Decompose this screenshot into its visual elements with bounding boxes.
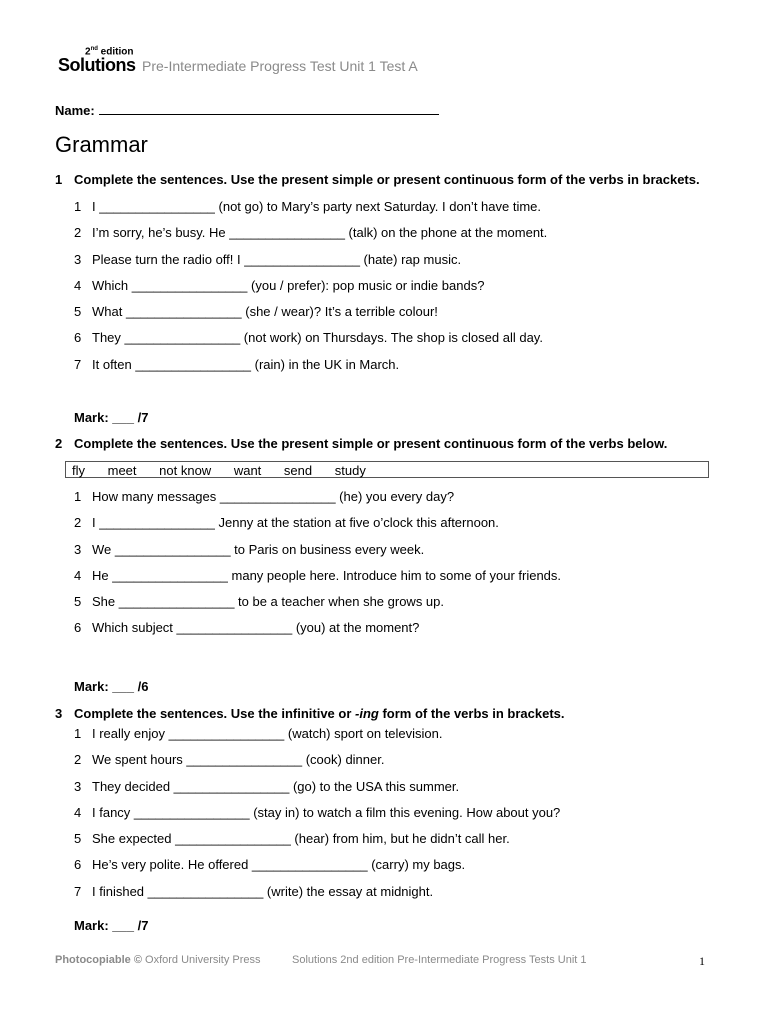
exercise-item	[55, 826, 705, 852]
task-instruction-text: Complete the sentences. Use the present simple or present continuous form of the verbs in brackets.	[74, 172, 700, 187]
item-number: 6	[74, 857, 82, 873]
item-number: 4	[74, 567, 82, 583]
task-instruction-post: form of the verbs in brackets.	[378, 706, 565, 721]
task-instruction	[55, 436, 705, 452]
item-number: 6	[74, 620, 82, 636]
item-number: 5	[74, 831, 82, 847]
word-option: fly	[72, 463, 85, 478]
edition-label: 2nd edition	[85, 46, 134, 58]
exercise-item	[55, 852, 705, 878]
item-number: 1	[74, 726, 82, 741]
task-1	[55, 172, 705, 378]
exercise-item	[55, 273, 705, 299]
item-text[interactable]: They decided ________________ (go) to the USA this summer.	[92, 778, 460, 794]
item-text[interactable]: He’s very polite. He offered ________________ (carry) my bags.	[92, 857, 466, 873]
task-instruction	[55, 706, 705, 722]
item-number: 4	[74, 804, 82, 820]
item-number: 2	[74, 515, 82, 531]
photocopiable-label: Photocopiable ©	[55, 954, 142, 966]
item-number: 3	[74, 541, 82, 557]
exercise-item	[55, 537, 705, 563]
mark-task-2: Mark: ___ /6	[74, 679, 149, 694]
item-number: 1	[74, 199, 82, 214]
publisher-label: Oxford University Press	[141, 954, 261, 966]
item-text[interactable]: He ________________ many people here. Introduce him to some of your friends.	[92, 567, 562, 583]
item-text[interactable]: She expected ________________ (hear) from him, but he didn’t call her.	[92, 831, 510, 847]
word-option: send	[283, 463, 313, 478]
footer	[55, 954, 715, 966]
task-items	[55, 194, 705, 378]
exercise-item	[55, 747, 705, 773]
item-text[interactable]: I fancy ________________ (stay in) to watch a film this evening. How about you?	[92, 804, 561, 820]
word-box	[65, 461, 709, 478]
exercise-item	[55, 879, 705, 905]
mark-task-1: Mark: ___ /7	[74, 410, 149, 425]
task-number: 1	[55, 172, 63, 187]
item-text[interactable]: I ________________ (not go) to Mary’s party next Saturday. I don’t have time.	[92, 199, 542, 214]
item-text[interactable]: We spent hours ________________ (cook) dinner.	[92, 752, 385, 768]
exercise-item	[55, 721, 705, 747]
mark-task-3: Mark: ___ /7	[74, 918, 149, 933]
item-number: 6	[74, 330, 82, 346]
word-option: not know	[159, 463, 212, 478]
exercise-item	[55, 589, 705, 615]
task-items	[55, 721, 705, 905]
word-option: study	[334, 463, 366, 478]
item-number: 2	[74, 225, 82, 241]
name-row	[55, 102, 439, 118]
item-number: 7	[74, 356, 82, 372]
brand-name: Solutions	[58, 55, 136, 75]
item-text[interactable]: I really enjoy ________________ (watch) sport on television.	[92, 726, 443, 741]
item-number: 5	[74, 594, 82, 610]
item-text[interactable]: How many messages ________________ (he) you every day?	[92, 489, 455, 504]
word-option: meet	[107, 463, 137, 478]
item-text[interactable]: What ________________ (she / wear)? It’s a terrible colour!	[92, 304, 438, 320]
exercise-item	[55, 484, 705, 510]
exercise-item	[55, 774, 705, 800]
item-number: 5	[74, 304, 82, 320]
exercise-item	[55, 247, 705, 273]
series-label: Solutions 2nd edition Pre-Intermediate Progress Tests Unit 1	[292, 954, 587, 966]
task-instruction-ing: -ing	[355, 706, 379, 721]
item-text[interactable]: We ________________ to Paris on business every week.	[92, 541, 425, 557]
item-text[interactable]: It often ________________ (rain) in the UK in March.	[92, 356, 400, 372]
word-option: want	[233, 463, 262, 478]
task-number: 2	[55, 436, 63, 451]
exercise-item	[55, 352, 705, 378]
item-text[interactable]: She ________________ to be a teacher when she grows up.	[92, 594, 444, 610]
exercise-item	[55, 194, 705, 220]
item-number: 1	[74, 489, 82, 504]
item-number: 3	[74, 778, 82, 794]
item-text[interactable]: Which ________________ (you / prefer): pop music or indie bands?	[92, 277, 485, 293]
name-label: Name:	[55, 103, 95, 118]
task-instruction-text: Complete the sentences. Use the present simple or present continuous form of the verbs below.	[74, 436, 668, 451]
item-text[interactable]: Which subject ________________ (you) at the moment?	[92, 620, 420, 636]
item-number: 3	[74, 251, 82, 267]
solutions-logo	[58, 44, 140, 76]
exercise-item	[55, 299, 705, 325]
task-2	[55, 436, 705, 642]
exercise-item	[55, 615, 705, 641]
task-3	[55, 706, 705, 905]
task-number: 3	[55, 706, 63, 721]
item-number: 2	[74, 752, 82, 768]
item-text[interactable]: They ________________ (not work) on Thursdays. The shop is closed all day.	[92, 330, 543, 346]
item-text[interactable]: I finished ________________ (write) the essay at midnight.	[92, 883, 434, 899]
task-instruction-pre: Complete the sentences. Use the infinitive or	[74, 706, 356, 721]
item-text[interactable]: I ________________ Jenny at the station at five o’clock this afternoon.	[92, 515, 499, 531]
item-text[interactable]: I’m sorry, he’s busy. He ________________ (talk) on the phone at the moment.	[92, 225, 548, 241]
name-field[interactable]	[99, 102, 439, 115]
exercise-item	[55, 800, 705, 826]
test-title: Pre-Intermediate Progress Test Unit 1 Test A	[142, 58, 418, 74]
item-number: 4	[74, 277, 82, 293]
exercise-item	[55, 220, 705, 246]
item-text[interactable]: Please turn the radio off! I ________________ (hate) rap music.	[92, 251, 462, 267]
item-number: 7	[74, 883, 82, 899]
exercise-item	[55, 510, 705, 536]
task-instruction	[55, 172, 705, 188]
exercise-item	[55, 325, 705, 351]
exercise-item	[55, 563, 705, 589]
page-number: 1	[699, 954, 705, 968]
task-items	[55, 484, 705, 642]
section-title: Grammar	[55, 132, 148, 157]
